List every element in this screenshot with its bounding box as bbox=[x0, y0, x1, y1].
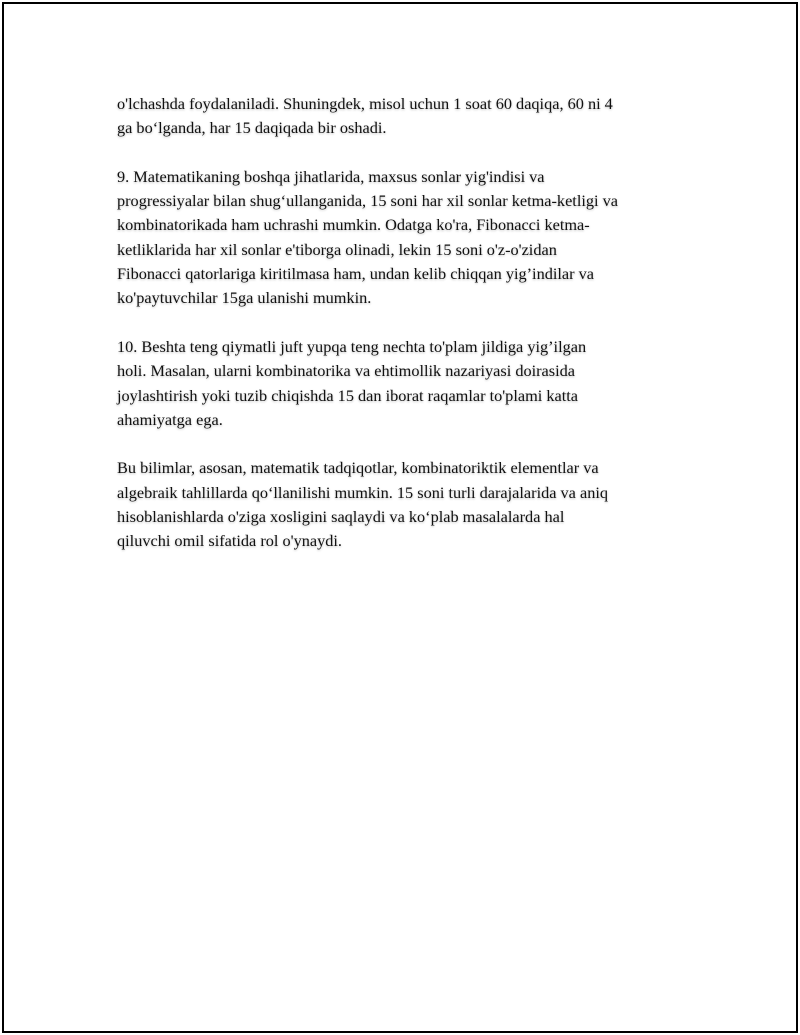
text-line: progressiyalar bilan shug‘ullanganida, 15 soni har xil sonlar ketma-ketligi va bbox=[117, 191, 618, 211]
text-line: ketliklarida har xil sonlar e'tiborga olinadi, lekin 15 soni o'z-o'zidan bbox=[117, 239, 557, 259]
text-line: ahamiyatga ega. bbox=[117, 409, 223, 429]
text-line: algebraik tahlillarda qo‘llanilishi mumkin. 15 soni turli darajalarida va aniq bbox=[117, 482, 609, 502]
paragraph-item-9 bbox=[117, 165, 697, 311]
paragraph-conclusion bbox=[117, 456, 697, 553]
text-line: o'lchashda foydalaniladi. Shuningdek, misol uchun 1 soat 60 daqiqa, 60 ni 4 bbox=[117, 94, 613, 113]
text-line: hisoblanishlarda o'ziga xosligini saqlaydi va ko‘plab masalalarda hal bbox=[117, 507, 565, 527]
text-line: holi. Masalan, ularni kombinatorika va ehtimollik nazariyasi doirasida bbox=[117, 361, 576, 381]
text-line: Fibonacci qatorlariga kiritilmasa ham, undan kelib chiqqan yig’indilar va bbox=[117, 264, 594, 284]
text-line: joylashtirish yoki tuzib chiqishda 15 dan iborat raqamlar to'plami katta bbox=[117, 385, 578, 405]
paragraph-item-10 bbox=[117, 335, 697, 432]
text-line: 9. Matematikaning boshqa jihatlarida, maxsus sonlar yig'indisi va bbox=[117, 166, 545, 186]
paragraph-measurement bbox=[117, 92, 697, 141]
text-line: qiluvchi omil sifatida rol o'ynaydi. bbox=[117, 531, 342, 551]
document-body bbox=[117, 92, 697, 578]
text-line: ga bo‘lganda, har 15 daqiqada bir oshadi. bbox=[117, 118, 387, 138]
text-line: Bu bilimlar, asosan, matematik tadqiqotlar, kombinatoriktik elementlar va bbox=[117, 458, 599, 478]
text-line: kombinatorikada ham uchrashi mumkin. Odatga ko'ra, Fibonacci ketma- bbox=[117, 215, 590, 235]
text-line: ko'paytuvchilar 15ga ulanishi mumkin. bbox=[117, 288, 372, 308]
text-line: 10. Beshta teng qiymatli juft yupqa teng nechta to'plam jildiga yig’ilgan bbox=[117, 336, 587, 356]
